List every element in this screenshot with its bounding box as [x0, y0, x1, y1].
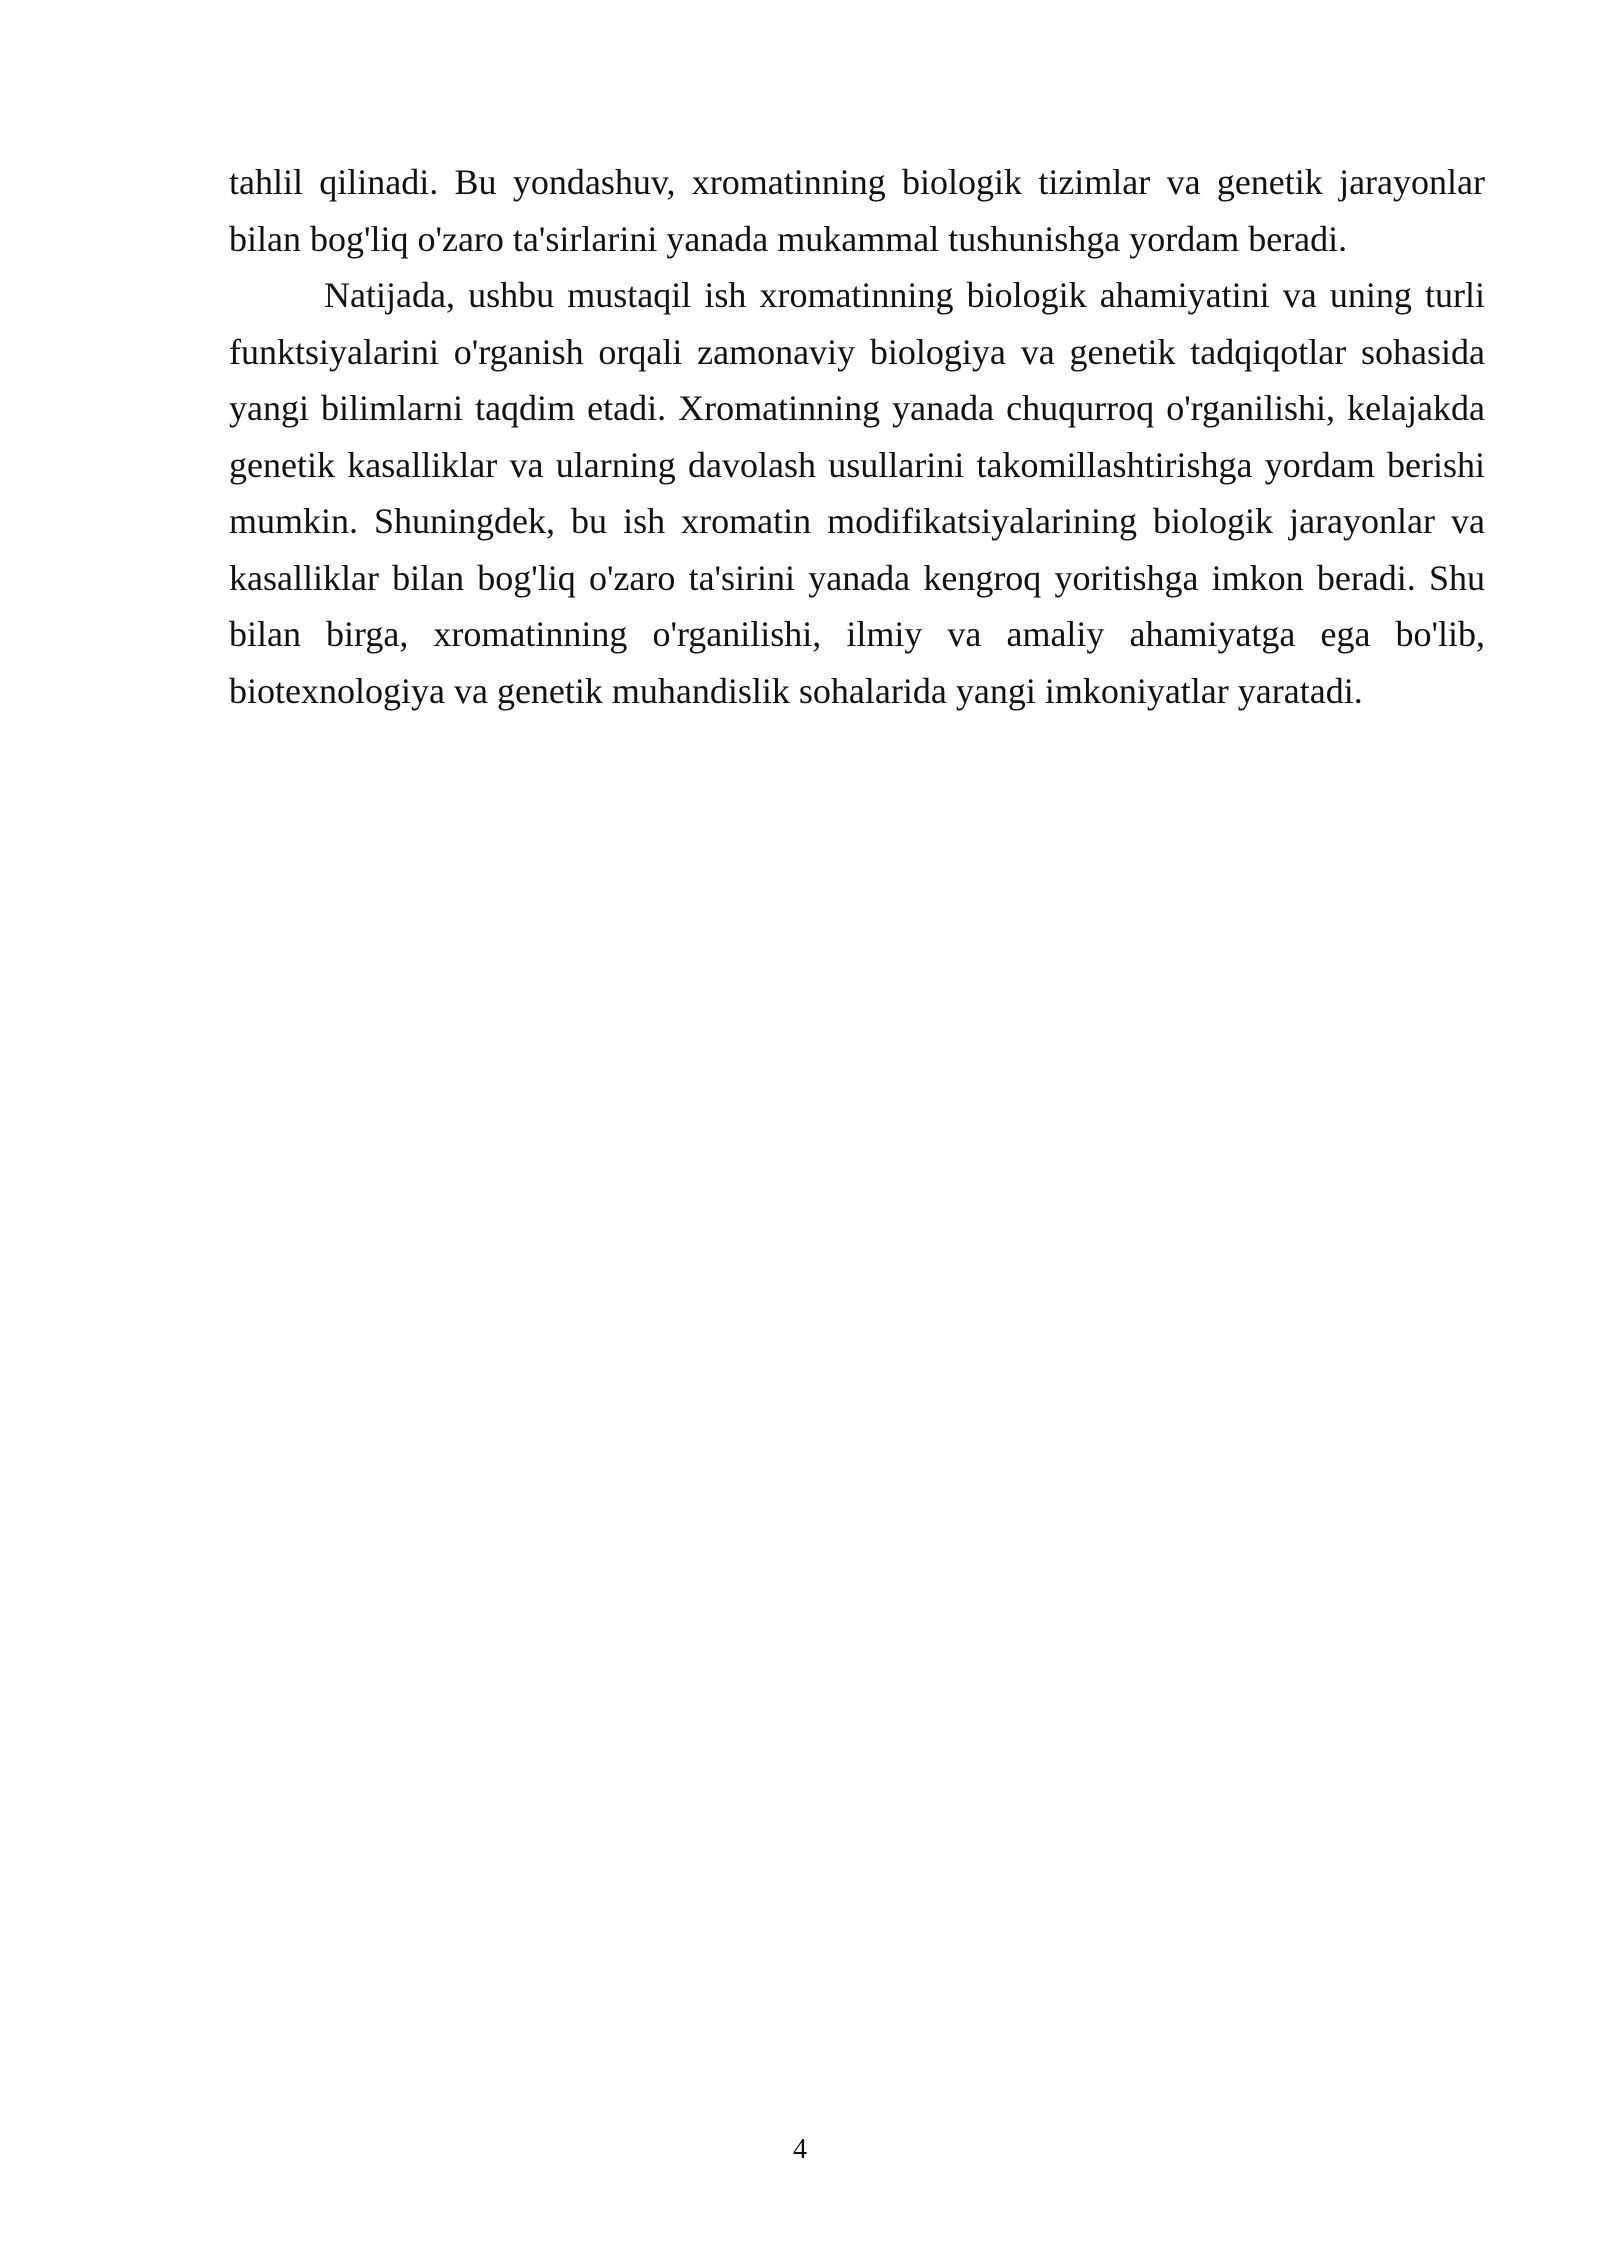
- page-number: 4: [793, 2134, 807, 2165]
- page-body: [229, 154, 1485, 719]
- paragraph-continuation: tahlil qilinadi. Bu yondashuv, xromatinning biologik tizimlar va genetik jarayonlar bilan bog'liq o'zaro ta'sirlarini yanada mukammal tushunishga yordam beradi.: [229, 162, 1485, 259]
- paragraph-conclusion: Natijada, ushbu mustaqil ish xromatinning biologik ahamiyatini va uning turli funktsiyalarini o'rganish orqali zamonaviy biologiya va genetik tadqiqotlar sohasida yangi bilimlarni taqdim etadi. Xromatinning yanada chuqurroq o'rganilishi, kelajakda genetik kasalliklar va ularning davolash usullarini takomillashtirishga yordam berishi mumkin. Shuningdek, bu ish xromatin modifikatsiyalarining biologik jarayonlar va kasalliklar bilan bog'liq o'zaro ta'sirini yanada kengroq yoritishga imkon beradi. Shu bilan birga, xromatinning o'rganilishi, ilmiy va amaliy ahamiyatga ega bo'lib, biotexnologiya va genetik muhandislik sohalarida yangi imkoniyatlar yaratadi.: [229, 275, 1485, 711]
